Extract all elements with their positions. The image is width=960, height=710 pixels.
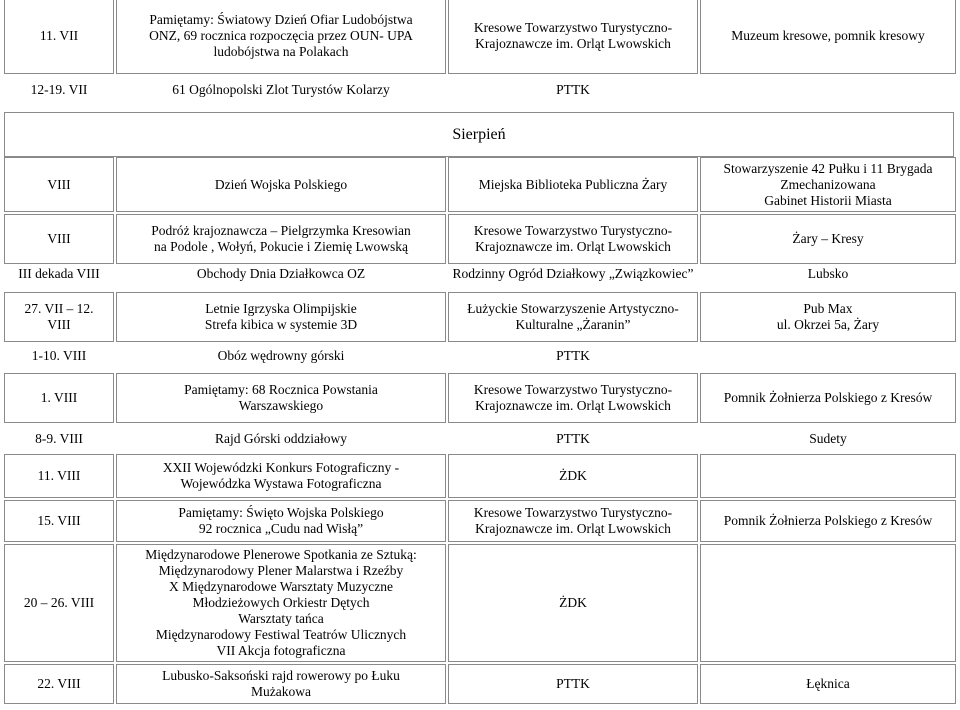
event-cell: Pamiętamy: Święto Wojska Polskiego 92 rocznica „Cudu nad Wisłą” xyxy=(116,500,446,542)
event-row xyxy=(2,290,958,344)
place-cell: Łęknica xyxy=(700,664,956,704)
date-cell: 11. VIII xyxy=(4,454,114,498)
event-cell: Podróż krajoznawcza – Pielgrzymka Kresowian na Podole , Wołyń, Pokucie i Ziemię Lwowską xyxy=(116,214,446,264)
place-cell: Sudety xyxy=(809,431,847,446)
month-label: Sierpień xyxy=(4,112,954,157)
organizer-cell: PTTK xyxy=(556,82,590,97)
date-cell: III dekada VIII xyxy=(18,266,100,281)
event-row xyxy=(4,500,956,542)
organizer-cell: Rodzinny Ogród Działkowy „Związkowiec” xyxy=(452,266,694,281)
date-cell: 15. VIII xyxy=(4,500,114,542)
organizer-cell: PTTK xyxy=(556,431,590,446)
event-cell: Dzień Wojska Polskiego xyxy=(116,157,446,212)
place-cell xyxy=(700,79,956,101)
organizer-cell: Łużyckie Stowarzyszenie Artystyczno- Kulturalne „Żaranin” xyxy=(448,292,698,342)
date-cell: VIII xyxy=(4,214,114,264)
date-cell: 27. VII – 12. VIII xyxy=(4,292,114,342)
event-row xyxy=(4,214,956,264)
organizer-cell: Miejska Biblioteka Publiczna Żary xyxy=(448,157,698,212)
event-row xyxy=(2,371,958,425)
date-cell: 20 – 26. VIII xyxy=(4,544,114,662)
event-cell: Pamiętamy: 68 Rocznica Powstania Warszawskiego xyxy=(116,373,446,423)
place-cell: Pub Max ul. Okrzei 5a, Żary xyxy=(700,292,956,342)
event-row xyxy=(4,664,956,704)
event-cell: Pamiętamy: Światowy Dzień Ofiar Ludobójstwa ONZ, 69 rocznica rozpoczęcia przez OUN- UPA ludobójstwa na Polakach xyxy=(116,0,446,74)
event-row xyxy=(4,157,956,212)
event-row xyxy=(2,0,958,76)
organizer-cell: Kresowe Towarzystwo Turystyczno- Krajoznawcze im. Orląt Lwowskich xyxy=(448,373,698,423)
event-row xyxy=(2,261,958,287)
date-cell: 22. VIII xyxy=(4,664,114,704)
event-cell: Lubusko-Saksoński rajd rowerowy po Łuku Mużakowa xyxy=(116,664,446,704)
event-row xyxy=(2,77,958,103)
event-cell: Letnie Igrzyska Olimpijskie Strefa kibica w systemie 3D xyxy=(116,292,446,342)
organizer-cell: ŻDK xyxy=(448,454,698,498)
organizer-cell: Kresowe Towarzystwo Turystyczno- Krajoznawcze im. Orląt Lwowskich xyxy=(448,214,698,264)
place-cell: Stowarzyszenie 42 Pułku i 11 Brygada Zmechanizowana Gabinet Historii Miasta xyxy=(700,157,956,212)
event-cell: Obchody Dnia Działkowca OZ xyxy=(196,266,366,281)
event-row xyxy=(4,454,956,498)
place-cell: Żary – Kresy xyxy=(700,214,956,264)
date-cell: 1. VIII xyxy=(4,373,114,423)
place-cell xyxy=(700,345,956,367)
date-cell: 1-10. VIII xyxy=(31,348,87,363)
place-cell: Lubsko xyxy=(807,266,849,281)
place-cell xyxy=(700,454,956,498)
place-cell: Pomnik Żołnierza Polskiego z Kresów xyxy=(700,373,956,423)
event-cell: XXII Wojewódzki Konkurs Fotograficzny - Wojewódzka Wystawa Fotograficzna xyxy=(116,454,446,498)
date-cell: 12-19. VII xyxy=(30,82,88,97)
organizer-cell: Kresowe Towarzystwo Turystyczno- Krajoznawcze im. Orląt Lwowskich xyxy=(448,0,698,74)
event-row xyxy=(2,343,958,369)
event-cell: Rajd Górski oddziałowy xyxy=(215,431,347,446)
organizer-cell: Kresowe Towarzystwo Turystyczno- Krajoznawcze im. Orląt Lwowskich xyxy=(448,500,698,542)
event-group xyxy=(2,452,958,706)
organizer-cell: PTTK xyxy=(556,348,590,363)
event-cell: 61 Ogólnopolski Zlot Turystów Kolarzy xyxy=(172,82,390,97)
place-cell: Muzeum kresowe, pomnik kresowy xyxy=(700,0,956,74)
organizer-cell: ŻDK xyxy=(448,544,698,662)
event-row xyxy=(4,544,956,662)
place-cell: Pomnik Żołnierza Polskiego z Kresów xyxy=(700,500,956,542)
event-cell: Międzynarodowe Plenerowe Spotkania ze Sztuką: Międzynarodowy Plener Malarstwa i Rzeźby X Międzynarodowe Warsztaty Muzyczne Młodzieżowych Orkiestr Dętych Warsztaty tańca Międzynarodowy Festiwal Teatrów Ulicznych VII Akcja fotograficzna xyxy=(116,544,446,662)
event-cell: Obóz wędrowny górski xyxy=(217,348,345,363)
month-header xyxy=(2,110,956,159)
organizer-cell: PTTK xyxy=(448,664,698,704)
place-cell xyxy=(700,544,956,662)
date-cell: 11. VII xyxy=(4,0,114,74)
event-row xyxy=(2,426,958,452)
date-cell: 8-9. VIII xyxy=(35,431,83,446)
event-group xyxy=(2,155,958,266)
date-cell: VIII xyxy=(4,157,114,212)
